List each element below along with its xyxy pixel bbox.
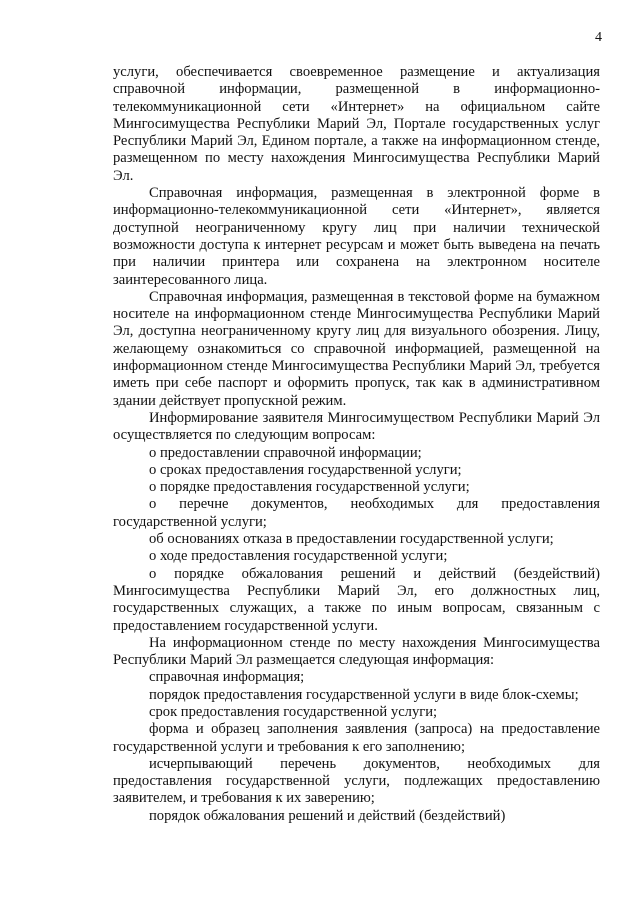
list-item-reference-info: о предоставлении справочной информации;	[149, 444, 422, 461]
list-item-procedure: о порядке предоставления государственной услуги;	[149, 479, 470, 496]
list-item-progress: о ходе предоставления государственной услуги;	[149, 548, 448, 565]
paragraph-informing-topics: Информирование заявителя Мингосимуществом Республики Марий Эл осуществляется по следующим вопросам:	[113, 409, 600, 444]
list-item-appeal: о порядке обжалования решений и действий (бездействий) Мингосимущества Республики Марий Эл, его должностных лиц, государственных служащих, а также по иным вопросам, связанным с предоставлением государственной услуги.	[113, 565, 600, 634]
list-item-stand-reference: справочная информация;	[149, 669, 305, 686]
list-item-service-term: срок предоставления государственной услуги;	[149, 703, 438, 720]
list-item-documents: о перечне документов, необходимых для предоставления государственной услуги;	[113, 496, 600, 530]
list-item-flowchart: порядок предоставления государственной услуги в виде блок-схемы;	[149, 686, 579, 703]
list-item-appeal-procedure: порядок обжалования решений и действий (бездействий)	[149, 807, 506, 824]
list-item-refusal-grounds: об основаниях отказа в предоставлении государственной услуги;	[149, 531, 554, 548]
paragraph-services-info: услуги, обеспечивается своевременное размещение и актуализация справочной информации, размещенной в информационно-телекоммуникационной сети «Интернет» на официальном сайте Мингосимущества Республики Марий Эл, Портале государственных услуг Республики Марий Эл, Едином портале, а также на информационном стенде, размещенном по месту нахождения Мингосимущества Республики Марий Эл.	[113, 64, 600, 184]
paragraph-stand-info: На информационном стенде по месту нахождения Мингосимущества Республики Марий Эл размещается следующая информация:	[113, 634, 600, 669]
list-item-application-form: форма и образец заполнения заявления (запроса) на предоставление государственной услуги и требования к его заполнению;	[113, 721, 600, 755]
list-item-terms: о сроках предоставления государственной услуги;	[149, 461, 462, 478]
document-body	[113, 64, 600, 825]
paragraph-electronic-info: Справочная информация, размещенная в электронной форме в информационно-телекоммуникационной сети «Интернет», является доступной неограниченному кругу лиц при наличии технической возможности доступа к интернет ресурсам и может быть выведена на печать при наличии принтера или сохранена на электронном носителе заинтересованного лица.	[113, 185, 600, 288]
paragraph-paper-info: Справочная информация, размещенная в текстовой форме на бумажном носителе на информационном стенде Мингосимущества Республики Марий Эл, доступна неограниченному кругу лиц для визуального обозрения. Лицу, желающему ознакомиться со справочной информацией, размещенной на информационном стенде Мингосимущества Республики Марий Эл, требуется иметь при себе паспорт и оформить пропуск, так как в административном здании действует пропускной режим.	[113, 288, 600, 409]
page-number: 4	[595, 30, 602, 45]
list-item-documents-list: исчерпывающий перечень документов, необходимых для предоставления государственной услуги, подлежащих предоставлению заявителем, и требования к их заверению;	[113, 755, 600, 807]
